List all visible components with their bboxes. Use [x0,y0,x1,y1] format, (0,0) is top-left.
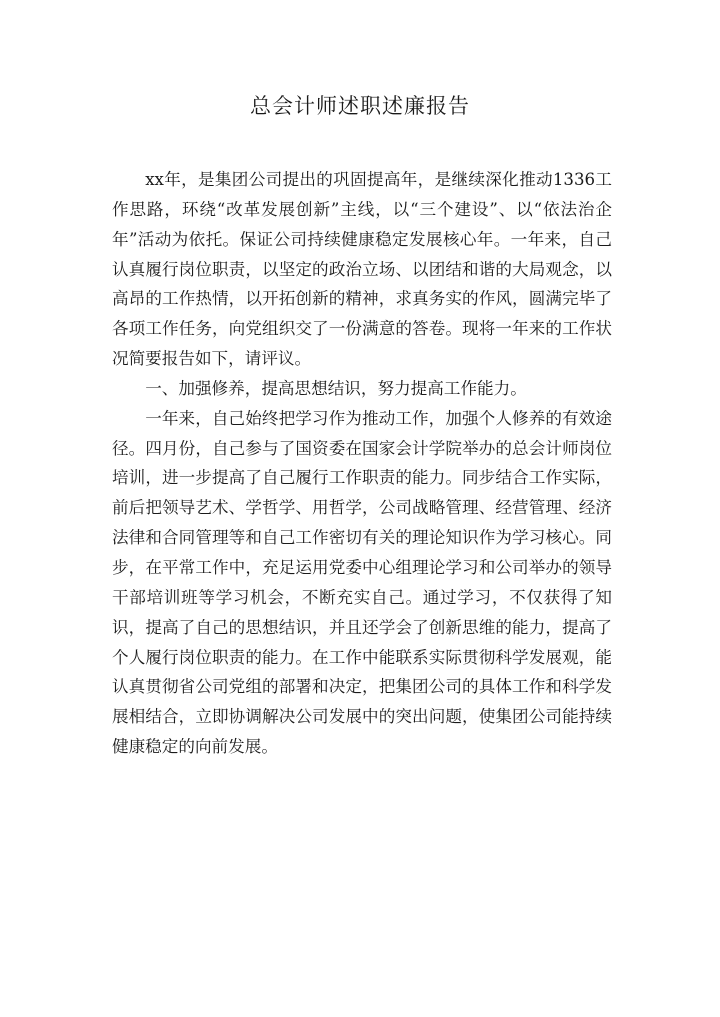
paragraph-intro: xx年，是集团公司提出的巩固提高年，是继续深化推动1336工作思路，环绕“改革发展创新”主线，以“三个建设”、以“依法治企年”活动为依托。保证公司持续健康稳定发展核心年。一年来，自己认真履行岗位职责，以坚定的政治立场、以团结和谐的大局观念，以高昂的工作热情，以开拓创新的精神，求真务实的作风，圆满完毕了各项工作任务，向党组织交了一份满意的答卷。现将一年来的工作状况简要报告如下，请评议。 [112,170,612,369]
section-heading-1: 一、加强修养，提高思想结识，努力提高工作能力。 [145,378,527,398]
document-body [112,165,612,762]
paragraph-section-1: 一年来，自己始终把学习作为推动工作，加强个人修养的有效途径。四月份，自己参与了国资委在国家会计学院举办的总会计师岗位培训，进一步提高了自己履行工作职责的能力。同步结合工作实际，前后把领导艺术、学哲学、用哲学，公司战略管理、经营管理、经济法律和合同管理等和自己工作密切有关的理论知识作为学习核心。同步，在平常工作中，充足运用党委中心组理论学习和公司举办的领导干部培训班等学习机会，不断充实自己。通过学习，不仅获得了知识，提高了自己的思想结识，并且还学会了创新思维的能力，提高了个人履行岗位职责的能力。在工作中能联系实际贯彻科学发展观，能认真贯彻省公司党组的部署和决定，把集团公司的具体工作和科学发展相结合，立即协调解决公司发展中的突出问题，使集团公司能持续健康稳定的向前发展。 [112,408,612,757]
document-title: 总会计师述职述廉报告 [250,94,470,118]
